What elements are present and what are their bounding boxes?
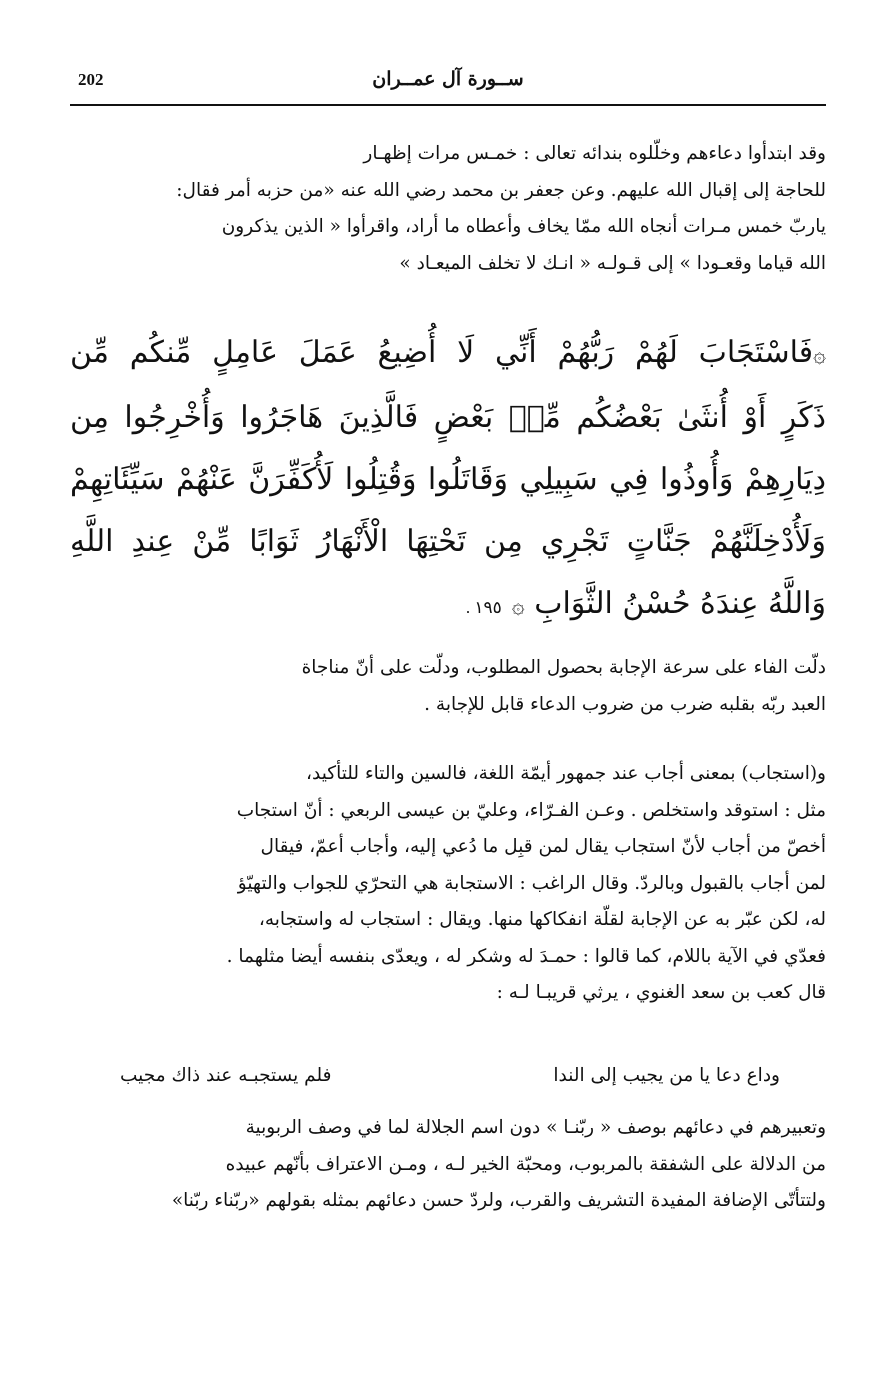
verse-line: دِيَارِهِمْ وَأُوذُوا فِي سَبِيلِي وَقَاتَلُوا وَقُتِلُوا لَأُكَفِّرَنَّ عَنْهُمْ سَيِّئَاتِهِمْ bbox=[70, 462, 826, 497]
text-line: و(استجاب) بمعنى أجاب عند جمهور أيمّة اللغة، فالسين والتاء للتأكيد، bbox=[306, 763, 826, 784]
page-number: 202 bbox=[78, 70, 104, 89]
text-line: مثل : استوقد واستخلص . وعـن الفـرّاء، وعليّ بن عيسى الربعي : أنّ استجاب bbox=[236, 799, 826, 821]
text-line: ولتتأتّى الإضافة المفيدة التشريف والقرب، ولردّ حسن دعائهم بمثله بقولهم «ربّناء ربّنا» bbox=[171, 1190, 826, 1211]
verse-line bbox=[70, 322, 826, 387]
paragraph-2 bbox=[70, 650, 826, 723]
text-line: وتعبيرهم في دعائهم بوصف « ربّنـا » دون اسم الجلالة لما في وصف الربوبية bbox=[245, 1117, 826, 1138]
intro-paragraph bbox=[70, 136, 826, 282]
verse-number: ١٩٥ . bbox=[465, 598, 502, 617]
text-line: لمن أجاب بالقبول وبالردّ. وقال الراغب : الاستجابة هي التحرّي للجواب والتهيّؤ bbox=[237, 872, 826, 894]
poem-second-hemistich: فلم يستجبـه عند ذاك مجيب bbox=[120, 1065, 332, 1086]
text-line: دلّت الفاء على سرعة الإجابة بحصول المطلوب، ودلّت على أنّ مناجاة bbox=[301, 657, 826, 678]
text-line: للحاجة إلى إقبال الله عليهم. وعن جعفر بن محمد رضي الله عنه «من حزبه أمر فقال: bbox=[176, 179, 826, 201]
text-line: العبد ربّه بقلبه ضرب من ضروب الدعاء قابل للإجابة . bbox=[424, 693, 826, 715]
verse-line: وَلَأُدْخِلَنَّهُمْ جَنَّاتٍ تَجْرِي مِن تَحْتِهَا الْأَنْهَارُ ثَوَابًا مِّنْ عِندِ اللَّهِ bbox=[70, 524, 826, 559]
verse-line: ذَكَرٍ أَوْ أُنثَىٰ بَعْضُكُم مِّنۢ بَعْضٍ فَالَّذِينَ هَاجَرُوا وَأُخْرِجُوا مِن bbox=[70, 400, 826, 435]
verse-close-mark: ۞ bbox=[511, 594, 525, 619]
text-line: ياربّ خمس مـرات أنجاه الله ممّا يخاف وأعطاه ما أراد، واقرأوا « الذين يذكرون bbox=[221, 216, 826, 237]
quran-verse bbox=[70, 322, 826, 639]
text-line: أخصّ من أجاب لأنّ استجاب يقال لمن قبِل ما دُعي إليه، وأجاب أعمّ، فيقال bbox=[260, 836, 826, 857]
text-line: فعدّي في الآية باللام، كما قالوا : حمـدَ له وشكر له ، ويعدّى بنفسه أيضا مثلهما . bbox=[226, 945, 826, 967]
verse-text: وَاللَّهُ عِندَهُ حُسْنُ الثَّوَابِ bbox=[534, 586, 826, 621]
text-line: الله قياما وقعـودا » إلى قـولـه « انـك لا تخلف الميعـاد » bbox=[399, 252, 826, 274]
verse-text: فَاسْتَجَابَ لَهُمْ رَبُّهُمْ أَنِّي لَا أُضِيعُ عَمَلَ عَامِلٍ مِّنكُم مِّن bbox=[70, 335, 814, 370]
text-line: وقد ابتدأوا دعاءهم وخلّلوه بندائه تعالى : خمـس مرات إظهـار bbox=[363, 143, 826, 164]
poem-verse bbox=[120, 1058, 780, 1094]
page-header bbox=[72, 66, 824, 102]
poem-first-hemistich: وداع دعا يا من يجيب إلى الندا bbox=[553, 1065, 780, 1086]
paragraph-3 bbox=[70, 756, 826, 1012]
paragraph-4 bbox=[70, 1110, 826, 1220]
header-divider bbox=[70, 104, 826, 106]
text-line: له، لكن عبّر به عن الإجابة لقلّة انفكاكها منها. ويقال : استجاب له واستجابه، bbox=[258, 909, 826, 930]
text-line: قال كعب بن سعد الغنوي ، يرثي قريبـا لـه : bbox=[496, 982, 826, 1003]
surah-title: ســورة آل عمــران bbox=[372, 68, 524, 90]
verse-open-mark: ۞ bbox=[813, 343, 826, 368]
verse-line bbox=[70, 573, 826, 639]
text-line: من الدلالة على الشفقة بالمربوب، ومحبّة الخير لـه ، ومـن الاعتراف بأنّهم عبيده bbox=[225, 1153, 826, 1175]
